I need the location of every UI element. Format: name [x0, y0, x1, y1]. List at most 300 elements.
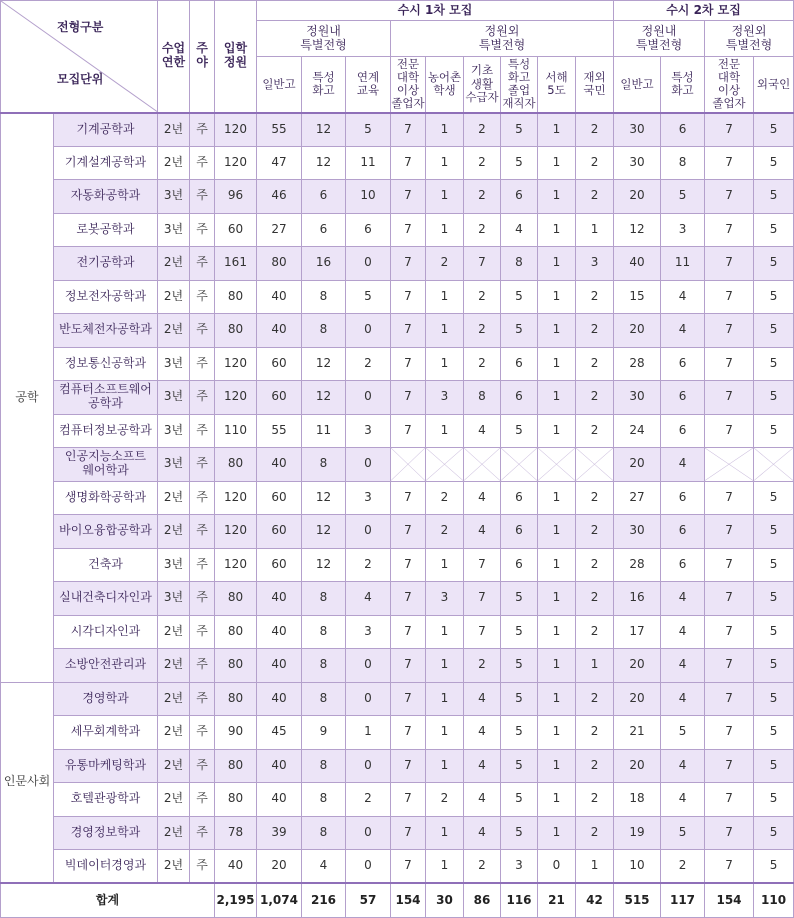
- value-cell: 5: [501, 749, 538, 783]
- value-cell: 7: [705, 213, 754, 247]
- value-cell: 60: [257, 548, 302, 582]
- value-cell: 0: [346, 749, 391, 783]
- value-cell: 1: [538, 749, 576, 783]
- value-cell: 2: [576, 481, 614, 515]
- value-cell: 7: [705, 783, 754, 817]
- value-cell: 2: [576, 515, 614, 549]
- value-cell: 7: [464, 548, 501, 582]
- value-cell: 7: [391, 314, 426, 348]
- value-cell: 28: [614, 347, 661, 381]
- value-cell: 5: [754, 414, 794, 448]
- value-cell: 5: [754, 783, 794, 817]
- years-cell: 2년: [158, 615, 190, 649]
- day-night-cell: 주: [190, 314, 215, 348]
- value-cell: 2: [576, 749, 614, 783]
- table-row: [1, 347, 794, 381]
- value-cell: 5: [501, 816, 538, 850]
- value-cell: 3: [501, 850, 538, 884]
- value-cell: 1: [426, 213, 464, 247]
- value-cell: 1: [426, 749, 464, 783]
- value-cell: 7: [705, 682, 754, 716]
- total-value: 515: [614, 883, 661, 918]
- value-cell: 2: [576, 113, 614, 147]
- value-cell: 7: [705, 347, 754, 381]
- header-r1-col: 특성 화고 졸업 재직자: [501, 57, 538, 113]
- value-cell: 6: [302, 180, 346, 214]
- years-cell: 2년: [158, 481, 190, 515]
- value-cell: 18: [614, 783, 661, 817]
- value-cell: 2: [346, 783, 391, 817]
- value-cell: 40: [257, 448, 302, 482]
- header-r2-col: 외국인: [754, 57, 794, 113]
- value-cell: 40: [215, 850, 257, 884]
- value-cell: 7: [391, 649, 426, 683]
- value-cell: 12: [614, 213, 661, 247]
- value-cell: 7: [464, 615, 501, 649]
- value-cell: 1: [538, 515, 576, 549]
- value-cell: 0: [346, 682, 391, 716]
- value-cell: 27: [614, 481, 661, 515]
- years-cell: 2년: [158, 247, 190, 281]
- value-cell: 1: [538, 146, 576, 180]
- table-body: [1, 113, 794, 884]
- value-cell: 7: [391, 682, 426, 716]
- value-cell: 80: [257, 247, 302, 281]
- total-value: 30: [426, 883, 464, 918]
- value-cell: 30: [614, 515, 661, 549]
- header-r1-col: 재외 국민: [576, 57, 614, 113]
- years-cell: 3년: [158, 448, 190, 482]
- value-cell: 8: [661, 146, 705, 180]
- not-applicable-cell: [576, 448, 614, 482]
- value-cell: 5: [754, 213, 794, 247]
- years-cell: 2년: [158, 515, 190, 549]
- value-cell: 5: [501, 280, 538, 314]
- corner-bottom-label: 모집단위: [57, 72, 104, 86]
- value-cell: 7: [464, 247, 501, 281]
- value-cell: 8: [302, 783, 346, 817]
- department-name: 경영정보학과: [54, 816, 158, 850]
- total-value: 21: [538, 883, 576, 918]
- day-night-cell: 주: [190, 448, 215, 482]
- table-row: [1, 682, 794, 716]
- day-night-cell: 주: [190, 582, 215, 616]
- value-cell: 5: [346, 280, 391, 314]
- value-cell: 5: [754, 146, 794, 180]
- value-cell: 5: [754, 615, 794, 649]
- day-night-cell: 주: [190, 716, 215, 750]
- value-cell: 7: [391, 247, 426, 281]
- value-cell: 120: [215, 113, 257, 147]
- table-row: [1, 850, 794, 884]
- value-cell: 4: [464, 481, 501, 515]
- value-cell: 2: [464, 280, 501, 314]
- table-row: [1, 615, 794, 649]
- value-cell: 1: [576, 213, 614, 247]
- value-cell: 20: [614, 180, 661, 214]
- value-cell: 7: [705, 716, 754, 750]
- value-cell: 5: [501, 682, 538, 716]
- total-row: [1, 883, 794, 918]
- value-cell: 3: [346, 414, 391, 448]
- value-cell: 40: [614, 247, 661, 281]
- header-r1-within: 정원내 특별전형: [257, 21, 391, 57]
- value-cell: 8: [302, 280, 346, 314]
- value-cell: 1: [426, 314, 464, 348]
- value-cell: 4: [464, 716, 501, 750]
- table-row: [1, 247, 794, 281]
- value-cell: 6: [501, 481, 538, 515]
- total-value: 154: [705, 883, 754, 918]
- value-cell: 7: [391, 816, 426, 850]
- table-row: [1, 716, 794, 750]
- not-applicable-cell: [705, 448, 754, 482]
- value-cell: 8: [302, 816, 346, 850]
- header-round2: 수시 2차 모집: [614, 1, 794, 21]
- value-cell: 6: [501, 381, 538, 415]
- value-cell: 6: [661, 113, 705, 147]
- value-cell: 5: [501, 582, 538, 616]
- value-cell: 8: [464, 381, 501, 415]
- value-cell: 7: [705, 247, 754, 281]
- value-cell: 4: [661, 749, 705, 783]
- value-cell: 161: [215, 247, 257, 281]
- value-cell: 11: [661, 247, 705, 281]
- header-quota: 입학 정원: [215, 1, 257, 113]
- header-corner: [1, 1, 158, 113]
- department-name: 유통마케팅학과: [54, 749, 158, 783]
- value-cell: 5: [661, 180, 705, 214]
- value-cell: 5: [754, 649, 794, 683]
- value-cell: 6: [661, 548, 705, 582]
- value-cell: 9: [302, 716, 346, 750]
- value-cell: 5: [754, 381, 794, 415]
- value-cell: 1: [538, 582, 576, 616]
- value-cell: 0: [346, 247, 391, 281]
- value-cell: 1: [576, 850, 614, 884]
- value-cell: 3: [426, 582, 464, 616]
- value-cell: 2: [576, 146, 614, 180]
- value-cell: 6: [501, 548, 538, 582]
- value-cell: 5: [501, 649, 538, 683]
- value-cell: 10: [346, 180, 391, 214]
- value-cell: 96: [215, 180, 257, 214]
- value-cell: 5: [346, 113, 391, 147]
- department-name: 기계설계공학과: [54, 146, 158, 180]
- value-cell: 3: [346, 615, 391, 649]
- value-cell: 6: [501, 347, 538, 381]
- value-cell: 7: [705, 180, 754, 214]
- value-cell: 2: [576, 180, 614, 214]
- day-night-cell: 주: [190, 615, 215, 649]
- value-cell: 80: [215, 783, 257, 817]
- value-cell: 1: [426, 716, 464, 750]
- not-applicable-cell: [538, 448, 576, 482]
- value-cell: 19: [614, 816, 661, 850]
- value-cell: 24: [614, 414, 661, 448]
- total-value: 110: [754, 883, 794, 918]
- day-night-cell: 주: [190, 247, 215, 281]
- day-night-cell: 주: [190, 649, 215, 683]
- table-row: [1, 582, 794, 616]
- value-cell: 6: [346, 213, 391, 247]
- header-r1-outside: 정원외 특별전형: [391, 21, 614, 57]
- years-cell: 2년: [158, 850, 190, 884]
- value-cell: 7: [705, 280, 754, 314]
- value-cell: 5: [661, 716, 705, 750]
- value-cell: 2: [576, 582, 614, 616]
- value-cell: 0: [538, 850, 576, 884]
- value-cell: 2: [464, 347, 501, 381]
- value-cell: 2: [576, 783, 614, 817]
- value-cell: 1: [538, 649, 576, 683]
- day-night-cell: 주: [190, 548, 215, 582]
- value-cell: 15: [614, 280, 661, 314]
- value-cell: 6: [661, 347, 705, 381]
- value-cell: 5: [501, 314, 538, 348]
- value-cell: 5: [501, 113, 538, 147]
- value-cell: 1: [538, 783, 576, 817]
- value-cell: 1: [538, 414, 576, 448]
- department-name: 바이오융합공학과: [54, 515, 158, 549]
- value-cell: 8: [302, 682, 346, 716]
- value-cell: 30: [614, 381, 661, 415]
- value-cell: 5: [501, 414, 538, 448]
- value-cell: 5: [501, 146, 538, 180]
- total-value: 216: [302, 883, 346, 918]
- years-cell: 3년: [158, 548, 190, 582]
- table-row: [1, 816, 794, 850]
- day-night-cell: 주: [190, 414, 215, 448]
- value-cell: 46: [257, 180, 302, 214]
- day-night-cell: 주: [190, 180, 215, 214]
- value-cell: 7: [705, 515, 754, 549]
- value-cell: 5: [754, 247, 794, 281]
- value-cell: 7: [705, 314, 754, 348]
- header-r1-col: 서해 5도: [538, 57, 576, 113]
- department-name: 로봇공학과: [54, 213, 158, 247]
- value-cell: 2: [426, 783, 464, 817]
- value-cell: 4: [464, 414, 501, 448]
- years-cell: 3년: [158, 213, 190, 247]
- day-night-cell: 주: [190, 381, 215, 415]
- value-cell: 8: [302, 582, 346, 616]
- value-cell: 40: [257, 682, 302, 716]
- value-cell: 20: [614, 314, 661, 348]
- value-cell: 12: [302, 481, 346, 515]
- header-r2-col: 특성 화고: [661, 57, 705, 113]
- value-cell: 30: [614, 146, 661, 180]
- value-cell: 16: [614, 582, 661, 616]
- header-r1-col: 농어촌 학생: [426, 57, 464, 113]
- value-cell: 7: [391, 381, 426, 415]
- value-cell: 6: [661, 515, 705, 549]
- value-cell: 80: [215, 615, 257, 649]
- value-cell: 1: [426, 649, 464, 683]
- value-cell: 2: [464, 850, 501, 884]
- value-cell: 4: [661, 448, 705, 482]
- day-night-cell: 주: [190, 481, 215, 515]
- value-cell: 1: [426, 280, 464, 314]
- value-cell: 0: [346, 314, 391, 348]
- value-cell: 39: [257, 816, 302, 850]
- years-cell: 2년: [158, 113, 190, 147]
- value-cell: 1: [426, 347, 464, 381]
- table-row: [1, 213, 794, 247]
- value-cell: 1: [426, 548, 464, 582]
- value-cell: 4: [464, 749, 501, 783]
- value-cell: 40: [257, 582, 302, 616]
- value-cell: 4: [464, 816, 501, 850]
- value-cell: 1: [538, 247, 576, 281]
- total-label: 합계: [1, 883, 215, 918]
- value-cell: 2: [576, 347, 614, 381]
- value-cell: 4: [661, 682, 705, 716]
- value-cell: 7: [391, 548, 426, 582]
- value-cell: 3: [576, 247, 614, 281]
- total-value: 2,195: [215, 883, 257, 918]
- value-cell: 2: [576, 280, 614, 314]
- value-cell: 7: [705, 548, 754, 582]
- value-cell: 1: [538, 682, 576, 716]
- table-row: [1, 548, 794, 582]
- department-name: 호텔관광학과: [54, 783, 158, 817]
- value-cell: 5: [754, 749, 794, 783]
- value-cell: 7: [391, 414, 426, 448]
- value-cell: 5: [661, 816, 705, 850]
- value-cell: 2: [464, 213, 501, 247]
- value-cell: 60: [257, 481, 302, 515]
- value-cell: 7: [391, 347, 426, 381]
- department-name: 경영학과: [54, 682, 158, 716]
- value-cell: 6: [661, 381, 705, 415]
- value-cell: 60: [257, 381, 302, 415]
- value-cell: 2: [576, 414, 614, 448]
- value-cell: 2: [346, 548, 391, 582]
- value-cell: 7: [705, 381, 754, 415]
- years-cell: 2년: [158, 146, 190, 180]
- total-value: 42: [576, 883, 614, 918]
- table-row: [1, 314, 794, 348]
- value-cell: 5: [754, 180, 794, 214]
- value-cell: 80: [215, 280, 257, 314]
- value-cell: 55: [257, 414, 302, 448]
- value-cell: 120: [215, 347, 257, 381]
- header-r2-col: 전문 대학 이상 졸업자: [705, 57, 754, 113]
- day-night-cell: 주: [190, 783, 215, 817]
- value-cell: 1: [538, 816, 576, 850]
- value-cell: 5: [754, 548, 794, 582]
- value-cell: 1: [426, 682, 464, 716]
- years-cell: 2년: [158, 716, 190, 750]
- value-cell: 40: [257, 649, 302, 683]
- value-cell: 7: [705, 481, 754, 515]
- not-applicable-cell: [391, 448, 426, 482]
- years-cell: 2년: [158, 280, 190, 314]
- value-cell: 1: [426, 414, 464, 448]
- value-cell: 8: [302, 749, 346, 783]
- day-night-cell: 주: [190, 850, 215, 884]
- table-row: [1, 515, 794, 549]
- day-night-cell: 주: [190, 749, 215, 783]
- value-cell: 7: [391, 280, 426, 314]
- value-cell: 11: [302, 414, 346, 448]
- value-cell: 2: [464, 180, 501, 214]
- table-header: [1, 1, 794, 113]
- value-cell: 7: [391, 783, 426, 817]
- department-name: 기계공학과: [54, 113, 158, 147]
- value-cell: 80: [215, 749, 257, 783]
- value-cell: 80: [215, 649, 257, 683]
- not-applicable-cell: [464, 448, 501, 482]
- value-cell: 1: [346, 716, 391, 750]
- value-cell: 10: [614, 850, 661, 884]
- value-cell: 5: [501, 783, 538, 817]
- value-cell: 4: [661, 615, 705, 649]
- value-cell: 1: [538, 213, 576, 247]
- department-name: 세무회계학과: [54, 716, 158, 750]
- value-cell: 6: [501, 515, 538, 549]
- value-cell: 40: [257, 280, 302, 314]
- value-cell: 4: [464, 783, 501, 817]
- value-cell: 1: [538, 113, 576, 147]
- not-applicable-cell: [754, 448, 794, 482]
- value-cell: 0: [346, 448, 391, 482]
- value-cell: 5: [754, 314, 794, 348]
- value-cell: 20: [614, 448, 661, 482]
- value-cell: 1: [538, 280, 576, 314]
- table-row: [1, 649, 794, 683]
- header-r1-col: 일반고: [257, 57, 302, 113]
- value-cell: 120: [215, 381, 257, 415]
- value-cell: 17: [614, 615, 661, 649]
- value-cell: 5: [754, 582, 794, 616]
- table-row: [1, 381, 794, 415]
- years-cell: 3년: [158, 180, 190, 214]
- day-night-cell: 주: [190, 280, 215, 314]
- value-cell: 110: [215, 414, 257, 448]
- value-cell: 5: [754, 682, 794, 716]
- value-cell: 2: [576, 615, 614, 649]
- value-cell: 7: [391, 213, 426, 247]
- value-cell: 2: [464, 314, 501, 348]
- value-cell: 7: [391, 850, 426, 884]
- value-cell: 28: [614, 548, 661, 582]
- value-cell: 7: [705, 615, 754, 649]
- day-night-cell: 주: [190, 146, 215, 180]
- value-cell: 2: [576, 816, 614, 850]
- day-night-cell: 주: [190, 682, 215, 716]
- value-cell: 11: [346, 146, 391, 180]
- value-cell: 90: [215, 716, 257, 750]
- value-cell: 7: [391, 515, 426, 549]
- department-name: 정보통신공학과: [54, 347, 158, 381]
- value-cell: 21: [614, 716, 661, 750]
- value-cell: 4: [346, 582, 391, 616]
- value-cell: 7: [391, 582, 426, 616]
- value-cell: 120: [215, 548, 257, 582]
- total-value: 1,074: [257, 883, 302, 918]
- years-cell: 2년: [158, 314, 190, 348]
- table-row: [1, 180, 794, 214]
- years-cell: 2년: [158, 649, 190, 683]
- department-name: 빅데이터경영과: [54, 850, 158, 884]
- value-cell: 2: [576, 548, 614, 582]
- value-cell: 12: [302, 146, 346, 180]
- value-cell: 1: [538, 314, 576, 348]
- table-row: [1, 414, 794, 448]
- value-cell: 1: [426, 180, 464, 214]
